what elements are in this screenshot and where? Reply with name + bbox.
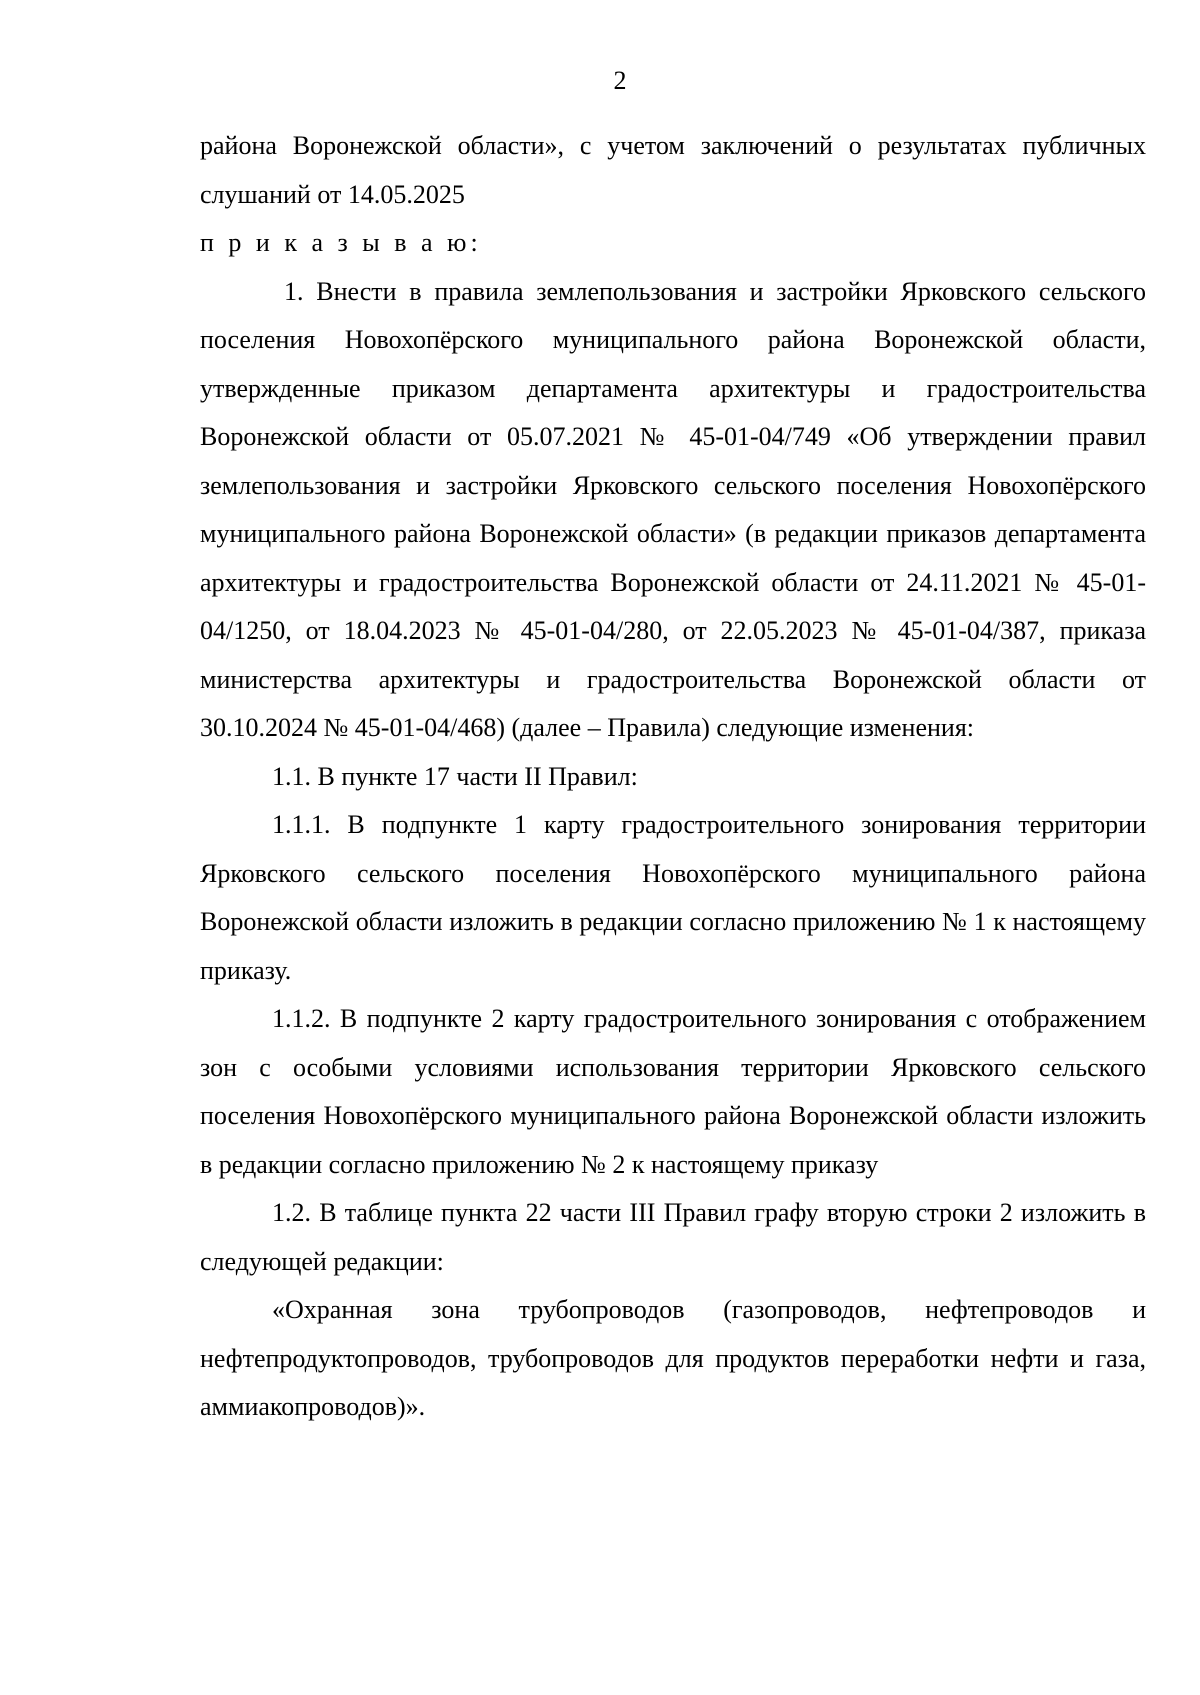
paragraph-item-1: 1. Внести в правила землепользования и застройки Ярковского сельского поселения Новохопёрского муниципального района Воронежской области, утвержденные приказом департамента архитектуры и градостроительства Воронежской области от 05.07.2021 № 45-01-04/749 «Об утверждении правил землепользования и застройки Ярковского сельского поселения Новохопёрского муниципального района Воронежской области» (в редакции приказов департамента архитектуры и градостроительства Воронежской области от 24.11.2021 № 45-01-04/1250, от 18.04.2023 № 45-01-04/280, от 22.05.2023 № 45-01-04/387, приказа министерства архитектуры и градостроительства Воронежской области от 30.10.2024 № 45-01-04/468) (далее – Правила) следующие изменения: <box>200 276 1146 742</box>
paragraph-item-1-1: 1.1. В пункте 17 части II Правил: <box>272 761 638 791</box>
paragraph-quote: «Охранная зона трубопроводов (газопроводов, нефтепроводов и нефтепродуктопроводов, трубопроводов для продуктов переработки нефти и газа, аммиакопроводов)». <box>200 1295 1146 1421</box>
page-number: 2 <box>613 66 627 95</box>
document-body <box>200 122 1146 1432</box>
paragraph-item-1-1-2: 1.1.2. В подпункте 2 карту градостроительного зонирования с отображением зон с особыми условиями использования территории Ярковского сельского поселения Новохопёрского муниципального района Воронежской области изложить в редакции согласно приложению № 2 к настоящему приказу <box>200 1004 1146 1179</box>
paragraph-item-1-2: 1.2. В таблице пункта 22 части III Правил графу вторую строки 2 изложить в следующей редакции: <box>200 1198 1146 1276</box>
paragraph-order-word: п р и к а з ы в а ю: <box>200 228 482 257</box>
paragraph-intro: района Воронежской области», с учетом заключений о результатах публичных слушаний от 14.05.2025 <box>200 131 1146 209</box>
paragraph-item-1-1-1: 1.1.1. В подпункте 1 карту градостроительного зонирования территории Ярковского сельского поселения Новохопёрского муниципального района Воронежской области изложить в редакции согласно приложению № 1 к настоящему приказу. <box>200 810 1146 985</box>
